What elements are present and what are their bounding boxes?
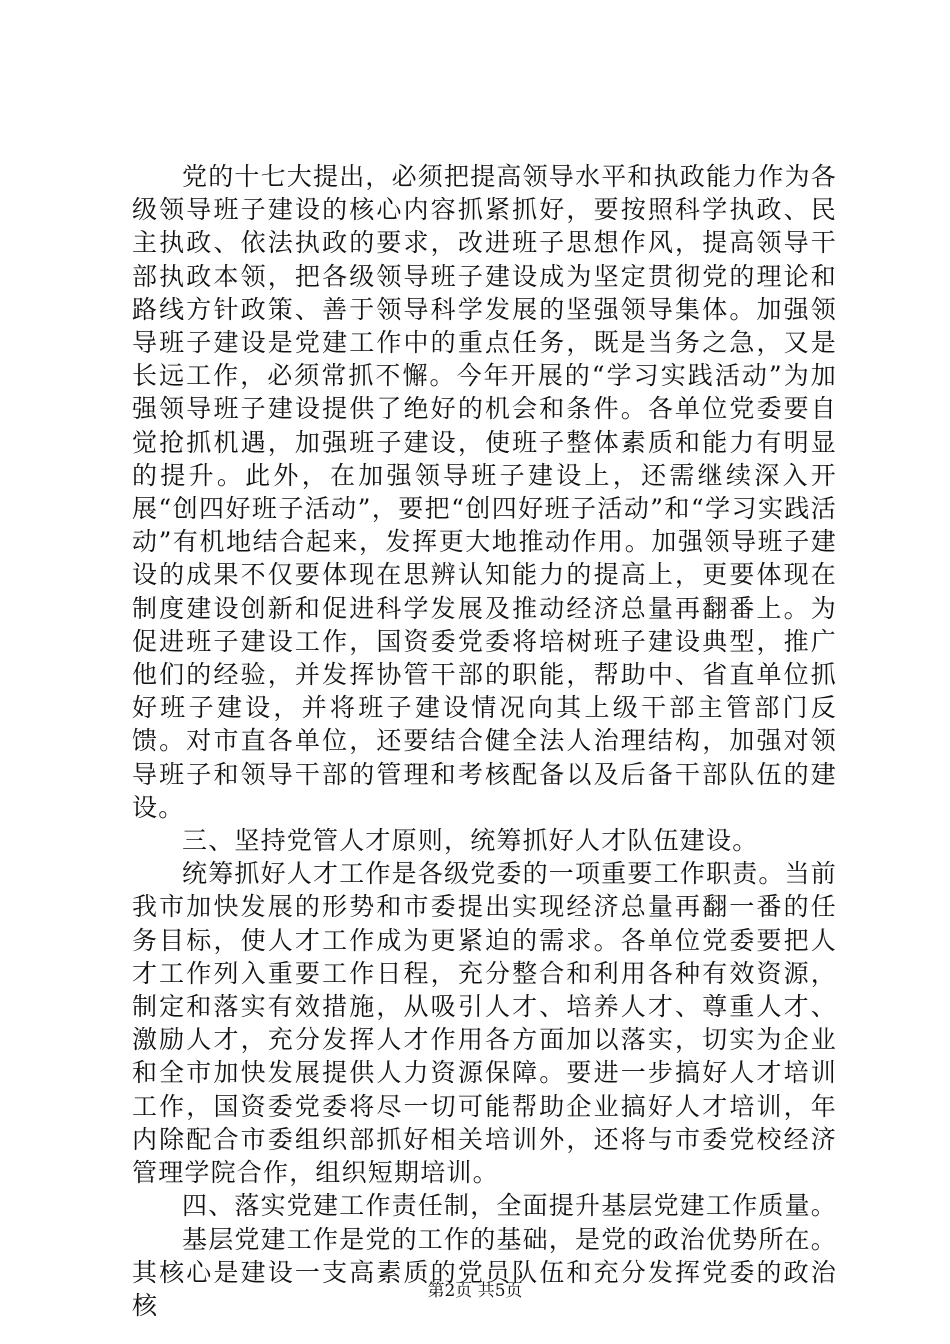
heading-talent-section: 三、坚持党管人才原则，统筹抓好人才队伍建设。 bbox=[182, 826, 759, 856]
heading-party-building-section: 四、落实党建工作责任制，全面提升基层党建工作质量。 bbox=[182, 1191, 838, 1221]
document-body bbox=[132, 160, 837, 1322]
paragraph-talent: 统筹抓好人才工作是各级党委的一项重要工作职责。当前我市加快发展的形势和市委提出实现经济总量再翻一番的任务目标，使人才工作成为更紧迫的需求。各单位党委要把人才工作列入重要工作日程，充分整合和利用各种有效资源，制定和落实有效措施，从吸引人才、培养人才、尊重人才、激励人才，充分发挥人才作用各方面加以落实，切实为企业和全市加快发展提供人力资源保障。要进一步搞好人才培训工作，国资委党委将尽一切可能帮助企业搞好人才培训，年内除配合市委组织部抓好相关培训外，还将与市委党校经济管理学院合作，组织短期培训。 bbox=[132, 859, 838, 1188]
page-number: 第2页 共5页 bbox=[427, 1281, 523, 1301]
paragraph-leadership: 党的十七大提出，必须把提高领导水平和执政能力作为各级领导班子建设的核心内容抓紧抓好，要按照科学执政、民主执政、依法执政的要求，改进班子思想作风，提高领导干部执政本领，把各级领导班子建设成为坚定贯彻党的理论和路线方针政策、善于领导科学发展的坚强领导集体。加强领导班子建设是党建工作中的重点任务，既是当务之急，又是长远工作，必须常抓不懈。今年开展的“学习实践活动”为加强领导班子建设提供了绝好的机会和条件。各单位党委要自觉抢抓机遇，加强班子建设，使班子整体素质和能力有明显的提升。此外，在加强领导班子建设上，还需继续深入开展“创四好班子活动”，要把“创四好班子活动”和“学习实践活动”有机地结合起来，发挥更大地推动作用。加强领导班子建设的成果不仅要体现在思辨认知能力的提高上，更要体现在制度建设创新和促进科学发展及推动经济总量再翻番上。为促进班子建设工作，国资委党委将培树班子建设典型，推广他们的经验，并发挥协管干部的职能，帮助中、省直单位抓好班子建设，并将班子建设情况向其上级干部主管部门反馈。对市直各单位，还要结合健全法人治理结构，加强对领导班子和领导干部的管理和考核配备以及后备干部队伍的建设。 bbox=[132, 162, 838, 822]
paragraph-party-building: 基层党建工作是党的工作的基础，是党的政治优势所在。其核心是建设一支高素质的党员队伍和充分发挥党委的政治核 bbox=[132, 1224, 838, 1320]
